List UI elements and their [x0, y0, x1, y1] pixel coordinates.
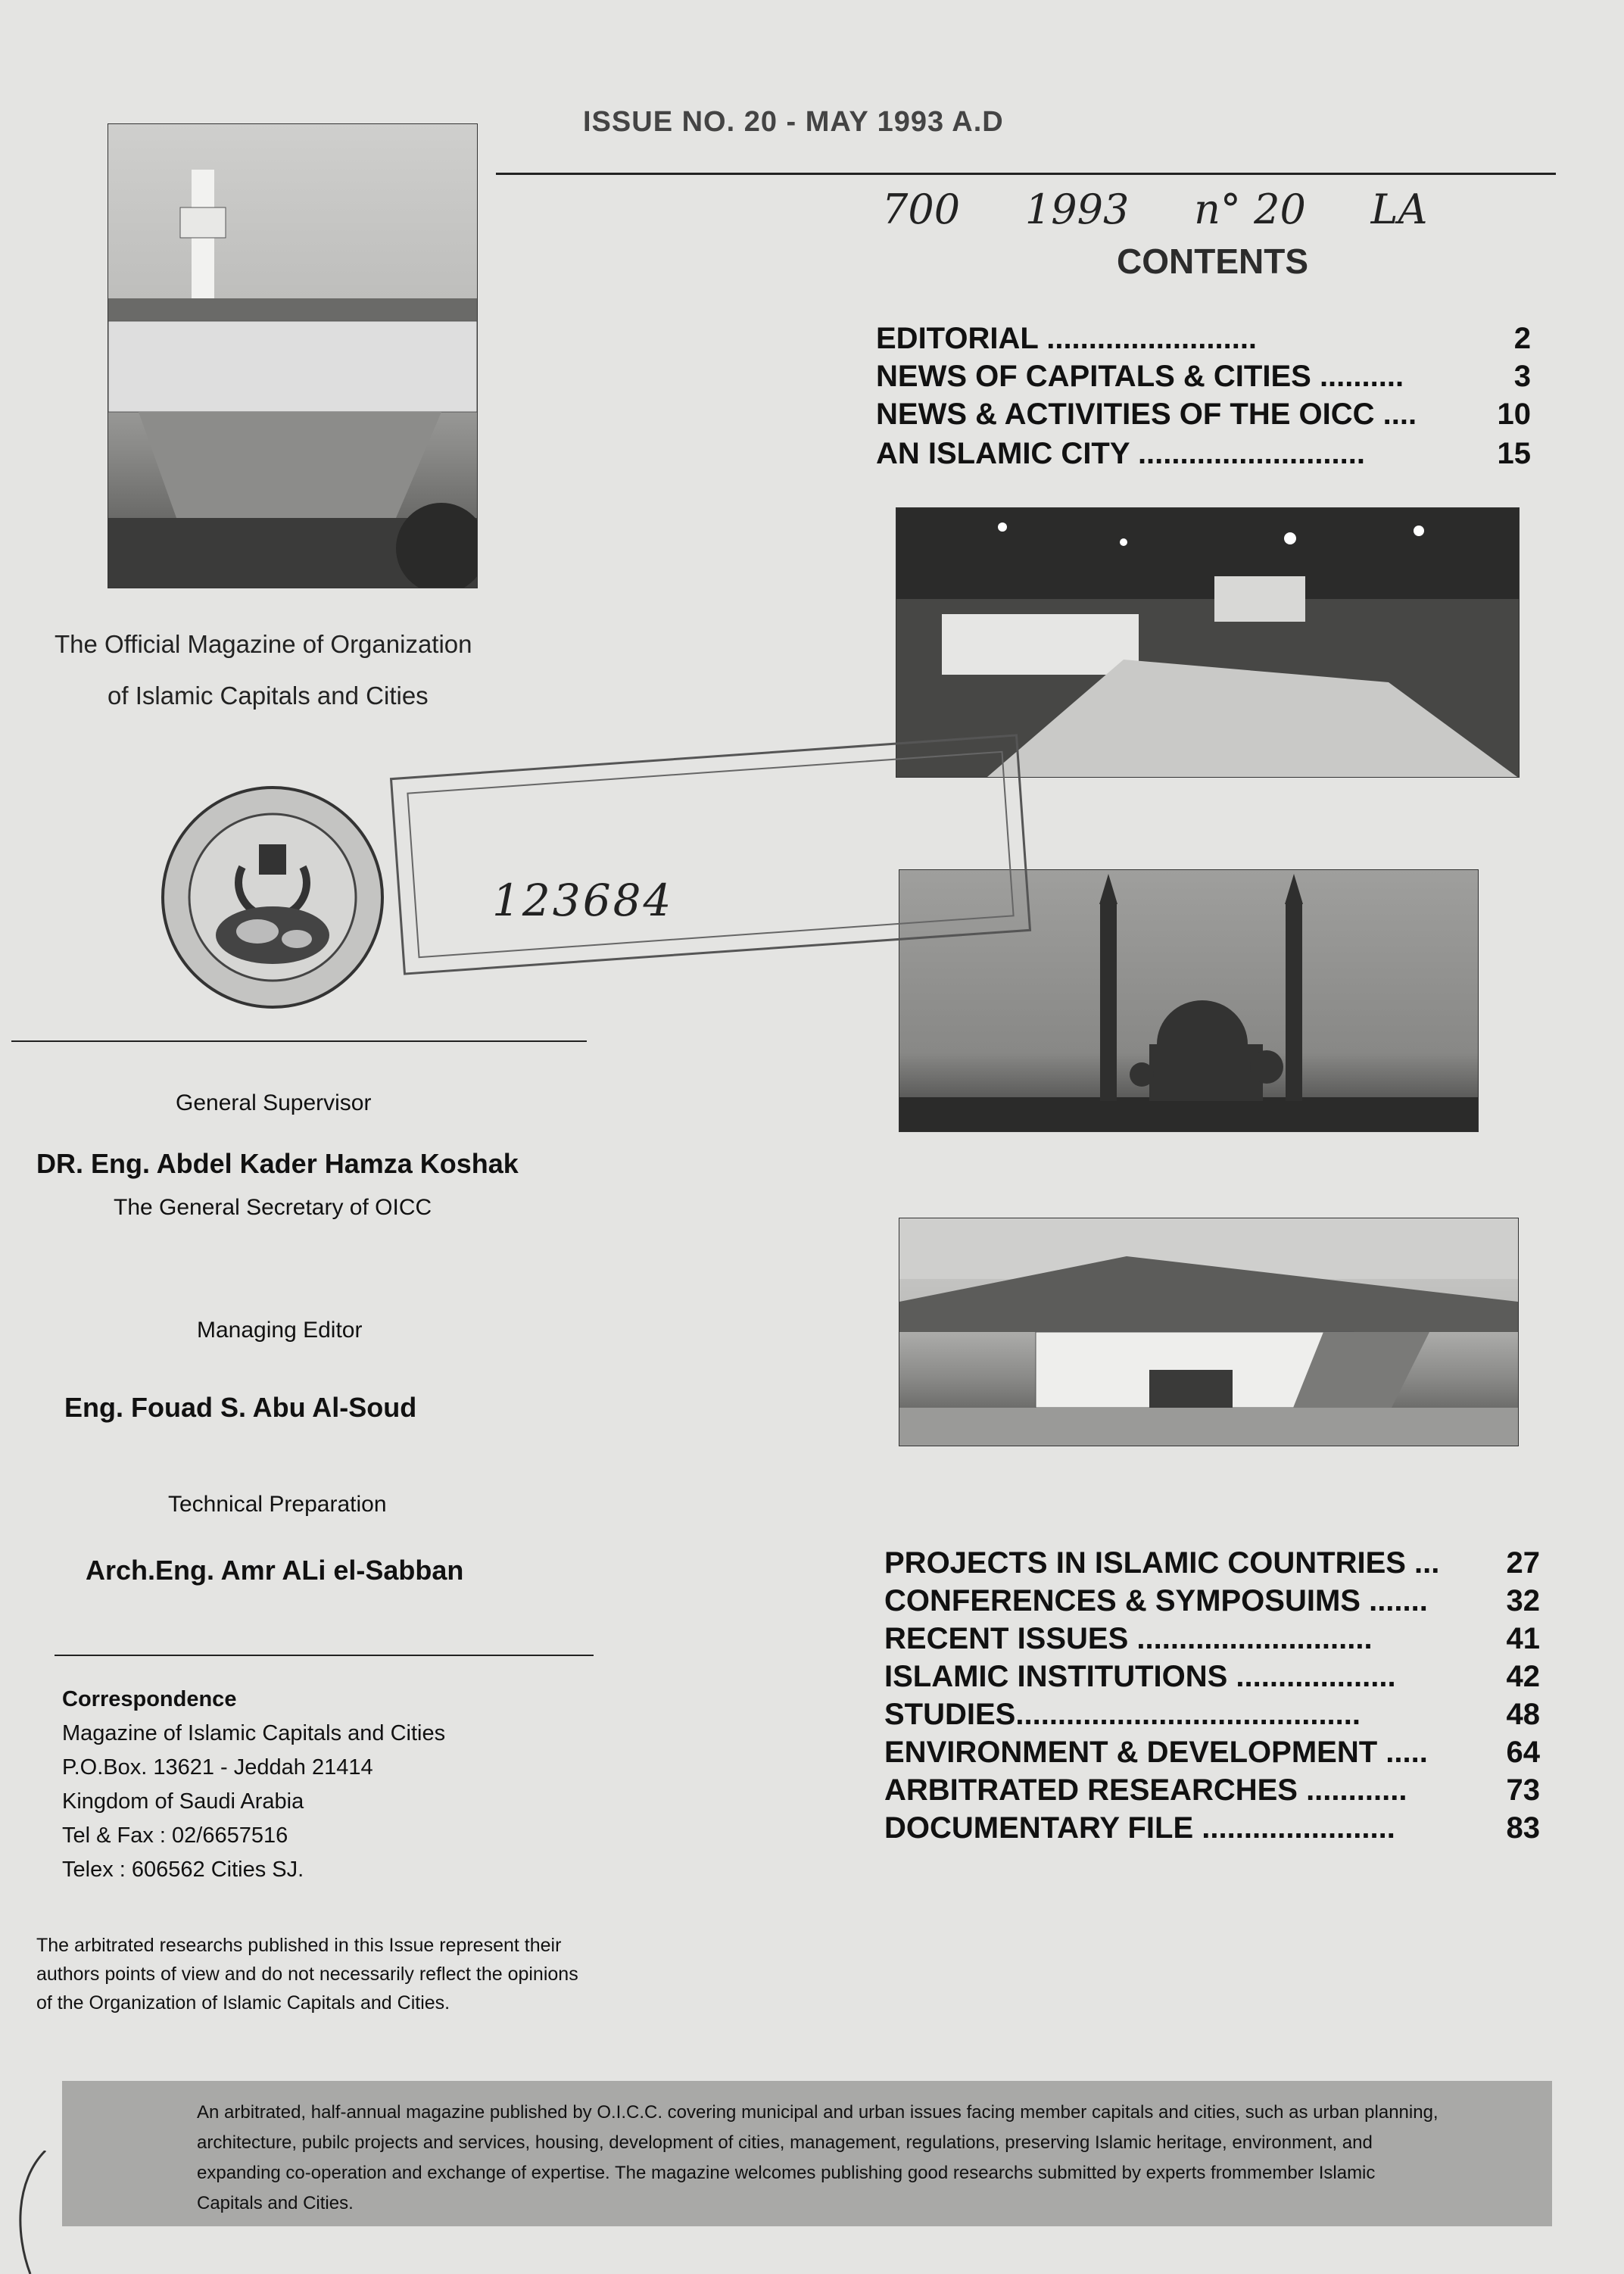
toc-entry-title: CONFERENCES & SYMPOSUIMS .......: [884, 1584, 1428, 1617]
general-supervisor-title: The General Secretary of OICC: [114, 1195, 432, 1220]
toc-entry[interactable]: [884, 1736, 1540, 1770]
technical-preparation-label: Technical Preparation: [168, 1492, 387, 1517]
toc-entry-page: 73: [1506, 1773, 1540, 1807]
toc-entry-title: ENVIRONMENT & DEVELOPMENT .....: [884, 1736, 1428, 1769]
toc-entry[interactable]: [876, 360, 1531, 394]
toc-entry[interactable]: [884, 1546, 1540, 1580]
general-supervisor-label: General Supervisor: [176, 1090, 372, 1115]
toc-entry[interactable]: [884, 1811, 1540, 1845]
correspondence-heading: Correspondence: [62, 1687, 237, 1711]
toc-entry-title: RECENT ISSUES ............................: [884, 1622, 1373, 1655]
toc-entry-page: 83: [1506, 1811, 1540, 1845]
toc-entry[interactable]: [884, 1660, 1540, 1694]
credits-divider: [11, 1040, 587, 1042]
building-photo: [108, 123, 478, 588]
toc-entry[interactable]: [884, 1773, 1540, 1808]
managing-editor-name: Eng. Fouad S. Abu Al-Soud: [64, 1392, 417, 1423]
general-supervisor-name: DR. Eng. Abdel Kader Hamza Koshak: [36, 1148, 519, 1179]
header-divider: [496, 173, 1556, 175]
correspondence-line: P.O.Box. 13621 - Jeddah 21414: [62, 1755, 373, 1780]
toc-entry-page: 27: [1506, 1546, 1540, 1580]
correspondence-divider: [55, 1655, 594, 1656]
toc-entry-title: NEWS & ACTIVITIES OF THE OICC ....: [876, 398, 1417, 431]
correspondence-line: Telex : 606562 Cities SJ.: [62, 1858, 304, 1882]
correspondence-line: Kingdom of Saudi Arabia: [62, 1789, 304, 1814]
toc-entry-title: DOCUMENTARY FILE .......................: [884, 1811, 1395, 1845]
technical-preparation-name: Arch.Eng. Amr ALi el-Sabban: [86, 1555, 464, 1586]
toc-entry-page: 48: [1506, 1698, 1540, 1731]
toc-entry[interactable]: [876, 398, 1531, 432]
toc-entry-title: ISLAMIC INSTITUTIONS ...................: [884, 1660, 1396, 1693]
toc-entry-page: 15: [1497, 437, 1531, 470]
issue-line: ISSUE NO. 20 - MAY 1993 A.D: [583, 106, 1004, 138]
toc-entry[interactable]: [876, 322, 1531, 356]
toc-entry-page: 41: [1506, 1622, 1540, 1655]
toc-entry-title: STUDIES.........................................: [884, 1698, 1361, 1731]
correspondence-block: [62, 1683, 445, 1887]
toc-entry-title: AN ISLAMIC CITY ...........................: [876, 437, 1365, 470]
toc-entry-page: 3: [1513, 360, 1531, 393]
disclaimer-text: The arbitrated researchs published in this Issue represent their authors points of view and do not necessarily reflect the opinions of the Organization of Islamic Capitals and Cities.: [36, 1935, 578, 2014]
toc-entry-page: 2: [1513, 322, 1531, 355]
toc-entry[interactable]: [884, 1622, 1540, 1656]
magazine-caption-line-1: The Official Magazine of Organization: [55, 630, 472, 658]
correspondence-line: Tel & Fax : 02/6657516: [62, 1823, 288, 1848]
toc-entry-title: PROJECTS IN ISLAMIC COUNTRIES ...: [884, 1546, 1440, 1580]
library-stamp-frame: [407, 751, 1014, 959]
toc-entry-title: ARBITRATED RESEARCHES ............: [884, 1773, 1407, 1807]
contents-heading: CONTENTS: [1117, 242, 1308, 281]
page-edge-mark: [0, 2151, 68, 2274]
handwritten-catalog-note: 700 1993 n° 20 LA: [882, 186, 1428, 233]
correspondence-line: Magazine of Islamic Capitals and Cities: [62, 1721, 446, 1745]
magazine-caption-line-2: of Islamic Capitals and Cities: [108, 682, 429, 710]
toc-entry[interactable]: [884, 1698, 1540, 1732]
toc-entry-title: EDITORIAL .........................: [876, 322, 1258, 355]
toc-entry[interactable]: [876, 437, 1531, 471]
toc-entry-page: 42: [1506, 1660, 1540, 1693]
toc-entry-page: 32: [1506, 1584, 1540, 1617]
oicc-seal-logo: [159, 784, 386, 1011]
toc-entry[interactable]: [884, 1584, 1540, 1618]
registration-number: 123684: [492, 875, 674, 926]
toc-entry-page: 10: [1497, 398, 1531, 431]
toc-entry-title: NEWS OF CAPITALS & CITIES ..........: [876, 360, 1404, 393]
about-text: An arbitrated, half-annual magazine published by O.I.C.C. covering municipal and urban issues facing member capitals and cities, such as urban planning, architecture, pubilc projects and services, housing, development of cities, management, regulations, preserving Islamic heritage, environment, and expanding co-operation and exchange of expertise. The magazine welcomes publishing good researchs submitted by experts frommember Islamic Capitals and Cities.: [197, 2102, 1439, 2213]
managing-editor-label: Managing Editor: [197, 1318, 363, 1343]
toc-entry-page: 64: [1506, 1736, 1540, 1769]
public-building-photo: [899, 1218, 1519, 1446]
